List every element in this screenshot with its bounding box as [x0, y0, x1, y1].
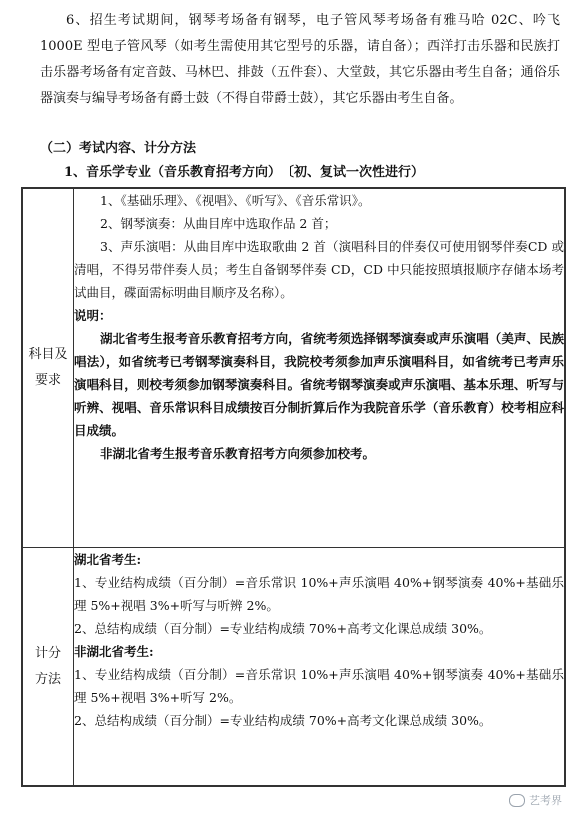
subject-item-2: 2、钢琴演奏：从曲目库中选取作品 2 首；: [100, 216, 337, 231]
label-subjects-line2: 要求: [34, 373, 61, 388]
intro-item-6: 6、招生考试期间，钢琴考场备有钢琴，电子管风琴考场备有雅马哈 02C、吟飞 1000E 型电子管风琴（如考生需使用其它型号的乐器，请自备）；西洋打击乐器和民族打击乐器考场备有定音鼓、马林巴、排鼓（五件套）、大堂鼓，其它乐器由考生自备；通俗乐器演奏与编导考场备有爵士鼓（不得自带爵士鼓），其它乐器由考生自备。: [40, 13, 560, 106]
label-cell-scoring: [22, 548, 74, 787]
hubei-formula-1: 1、专业结构成绩（百分制）=音乐常识 10%+声乐演唱 40%+钢琴演奏 40%+基础乐理 5%+视唱 3%+听写与听辨 2%。: [74, 575, 564, 613]
hubei-title: 湖北省考生:: [74, 552, 142, 567]
section-heading: （二）考试内容、计分方法: [40, 141, 197, 156]
label-scoring-line2: 方法: [34, 671, 61, 687]
hubei-formula-2: 2、总结构成绩（百分制）=专业结构成绩 70%+高考文化课总成绩 30%。: [74, 621, 492, 636]
label-subjects-line1: 科目及: [28, 347, 68, 362]
non-hubei-formula-1: 1、专业结构成绩（百分制）=音乐常识 10%+声乐演唱 40%+钢琴演奏 40%+基础乐理 5%+视唱 3%+听写 2%。: [74, 667, 564, 705]
content-cell-subjects: [74, 188, 566, 548]
wechat-icon: [509, 794, 525, 807]
watermark: [509, 792, 562, 808]
subject-item-3: 3、声乐演唱：从曲目库中选取歌曲 2 首（演唱科目的伴奏仅可使用钢琴伴奏CD 或清唱，不得另带伴奏人员；考生自备钢琴伴奏 CD，CD 中只能按照填报顺序存储本场考试曲目，碟面需标明曲目顺序及名称）。: [74, 239, 564, 300]
note-non-hubei: 非湖北省考生报考音乐教育招考方向须参加校考。: [100, 446, 376, 461]
label-scoring-line1: 计分: [34, 645, 61, 661]
watermark-text: 艺考界: [529, 794, 562, 807]
non-hubei-formula-2: 2、总结构成绩（百分制）=专业结构成绩 70%+高考文化课总成绩 30%。: [74, 713, 492, 728]
label-cell-subjects: [22, 188, 74, 548]
subject-item-1: 1、《基础乐理》、《视唱》、《听写》、《音乐常识》。: [100, 193, 371, 208]
section-subheading: 1、音乐学专业（音乐教育招考方向） 〔初、复试一次性进行）: [64, 165, 425, 180]
note-label: 说明：: [74, 308, 112, 323]
content-cell-scoring: [74, 548, 566, 787]
non-hubei-title: 非湖北省考生:: [74, 644, 154, 659]
note-hubei: 湖北省考生报考音乐教育招考方向，省统考须选择钢琴演奏或声乐演唱（美声、民族唱法），如省统考已考钢琴演奏科目，我院校考须参加声乐演唱科目，如省统考已考声乐演唱科目，则校考须参加钢琴演奏科目。省统考钢琴演奏或声乐演唱、基本乐理、听写与听辨、视唱、音乐常识科目成绩按百分制折算后作为我院音乐学（音乐教育）校考相应科目成绩。: [74, 331, 564, 438]
table-row-subjects: [22, 188, 565, 548]
exam-table: [21, 187, 566, 787]
table-row-scoring: [22, 548, 565, 787]
